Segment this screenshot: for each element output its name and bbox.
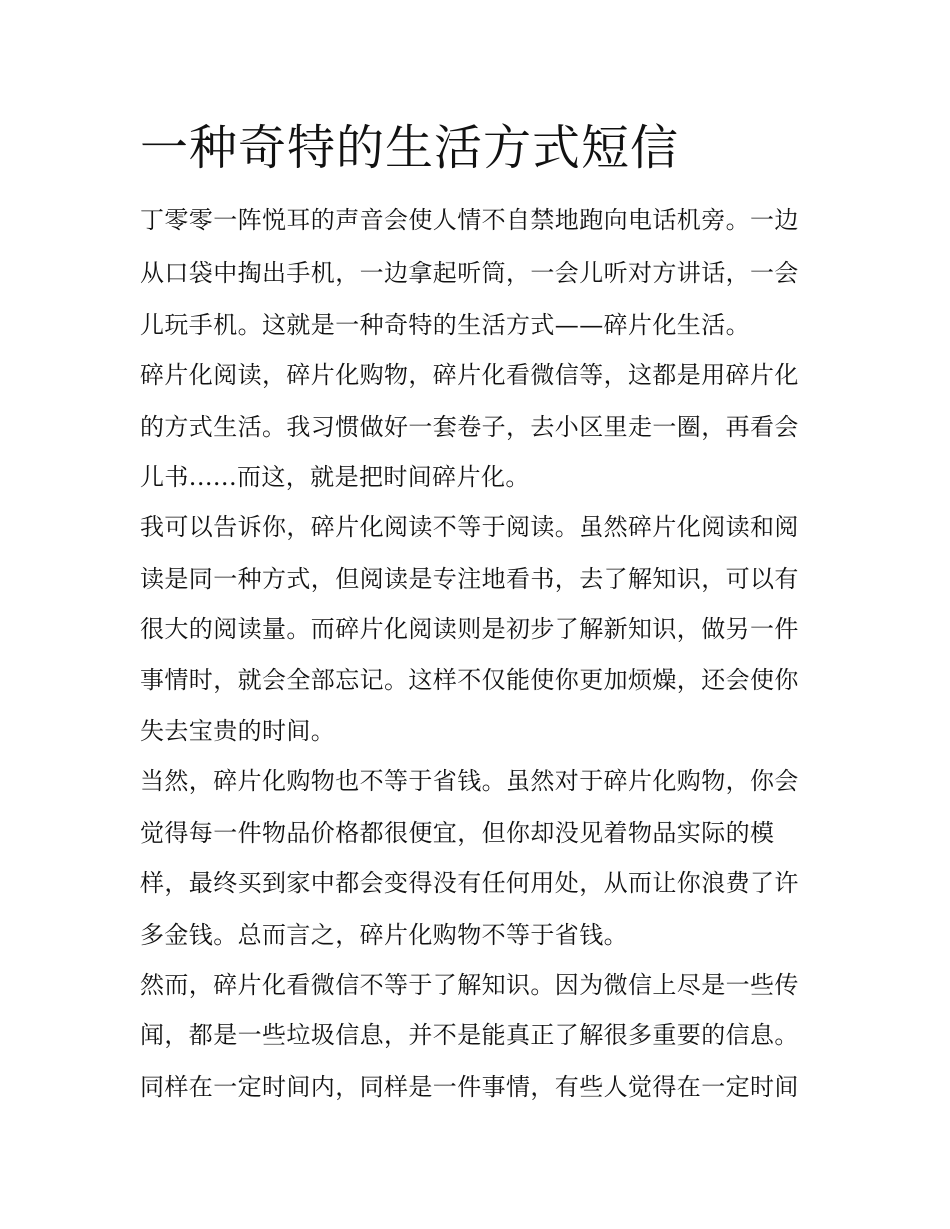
text-line: 很大的阅读量。而碎片化阅读则是初步了解新知识，做另一件 <box>140 615 799 643</box>
text-line: 当然，碎片化购物也不等于省钱。虽然对于碎片化购物，你会 <box>140 767 799 795</box>
text-line: 碎片化阅读，碎片化购物，碎片化看微信等，这都是用碎片化 <box>140 361 799 389</box>
text-line: 觉得每一件物品价格都很便宜，但你却没见着物品实际的模 <box>140 819 775 847</box>
text-line: 同样在一定时间内，同样是一件事情，有些人觉得在一定时间 <box>140 1073 799 1101</box>
text-line: 闻，都是一些垃圾信息，并不是能真正了解很多重要的信息。 <box>140 1021 799 1049</box>
page-title: 一种奇特的生活方式短信 <box>140 120 680 176</box>
text-line: 失去宝贵的时间。 <box>140 717 336 745</box>
text-line: 的方式生活。我习惯做好一套卷子，去小区里走一圈，再看会 <box>140 413 799 441</box>
text-line: 儿书......而这，就是把时间碎片化。 <box>140 463 530 491</box>
text-line: 儿玩手机。这就是一种奇特的生活方式——碎片化生活。 <box>140 311 750 339</box>
text-line: 样，最终买到家中都会变得没有任何用处，从而让你浪费了许 <box>140 869 799 897</box>
text-line: 读是同一种方式，但阅读是专注地看书，去了解知识，可以有 <box>140 565 799 593</box>
text-line: 事情时，就会全部忘记。这样不仅能使你更加烦燥，还会使你 <box>140 666 799 694</box>
text-line: 从口袋中掏出手机，一边拿起听筒，一会儿听对方讲话，一会 <box>140 259 799 287</box>
text-line: 多金钱。总而言之，碎片化购物不等于省钱。 <box>140 921 628 949</box>
text-line: 丁零零一阵悦耳的声音会使人情不自禁地跑向电话机旁。一边 <box>140 206 799 234</box>
text-line: 我可以告诉你，碎片化阅读不等于阅读。虽然碎片化阅读和阅 <box>140 513 799 541</box>
text-line: 然而，碎片化看微信不等于了解知识。因为微信上尽是一些传 <box>140 971 799 999</box>
